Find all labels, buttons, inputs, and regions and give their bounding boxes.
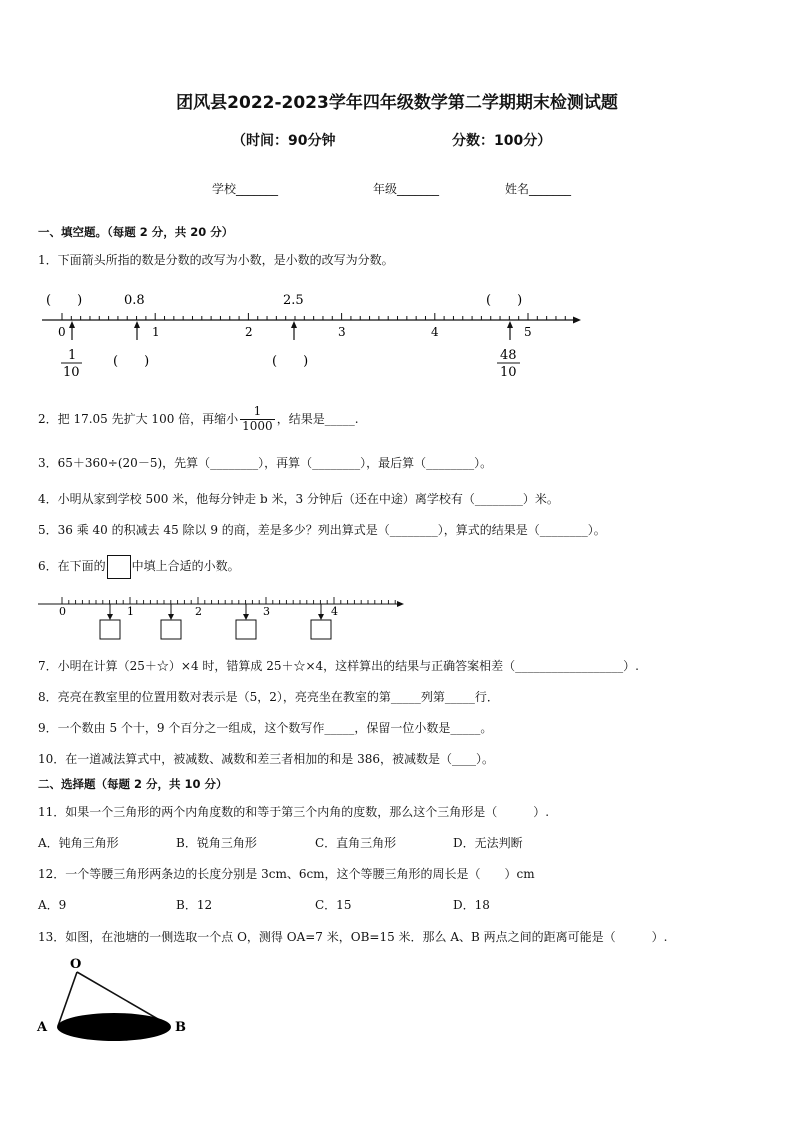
nl2-tick-label-4: 4 bbox=[331, 605, 338, 618]
question-12: 12．一个等腰三角形两条边的长度分别是 3cm、6cm，这个等腰三角形的周长是（ ）cm bbox=[38, 867, 535, 881]
blank-below-b: ( ) bbox=[272, 354, 309, 369]
question-3: 3．65＋360÷(20－5)，先算（________），再算（________），最后算（________）。 bbox=[38, 456, 493, 470]
tick-label-4: 4 bbox=[431, 325, 439, 339]
nl2-tick-label-2: 2 bbox=[195, 605, 202, 618]
tick-label-3: 3 bbox=[338, 325, 346, 339]
answer-box-2 bbox=[161, 620, 181, 639]
question-2 bbox=[38, 400, 359, 438]
blank-below-a: ( ) bbox=[113, 354, 150, 369]
question-13: 13．如图，在池塘的一侧选取一个点 O，测得 OA=7 米，OB=15 米．那么 A、B 两点之间的距离可能是（ ）. bbox=[38, 930, 668, 944]
question-9: 9．一个数由 5 个十，9 个百分之一组成，这个数写作_____，保留一位小数是_____。 bbox=[38, 721, 493, 735]
question-7: 7．小明在计算（25＋☆）×4 时，错算成 25＋☆×4，这样算出的结果与正确答案相差（__________________）. bbox=[38, 659, 639, 673]
fraction-1-10-den: 10 bbox=[63, 365, 80, 380]
q12-option-c[interactable]: C．15 bbox=[315, 898, 352, 912]
number-line-2 bbox=[30, 590, 410, 645]
grade-field[interactable]: 年级_______ bbox=[373, 182, 440, 196]
fraction-48-10-den: 10 bbox=[500, 365, 517, 380]
question-4: 4．小明从家到学校 500 米，他每分钟走 b 米，3 分钟后（还在中途）离学校有（________）米。 bbox=[38, 492, 559, 506]
exam-score: 分数：100分） bbox=[452, 133, 552, 149]
q11-option-b[interactable]: B．锐角三角形 bbox=[176, 836, 257, 850]
exam-time: （时间：90分钟 bbox=[232, 133, 336, 149]
q11-option-c[interactable]: C．直角三角形 bbox=[315, 836, 397, 850]
nl2-tick-label-3: 3 bbox=[263, 605, 270, 618]
tick-label-0: 0 bbox=[58, 325, 66, 339]
label-2-5: 2.5 bbox=[283, 293, 304, 308]
tick-label-5: 5 bbox=[524, 325, 532, 339]
answer-box bbox=[107, 555, 131, 579]
question-6 bbox=[38, 554, 240, 579]
name-field[interactable]: 姓名_______ bbox=[505, 182, 572, 196]
q12-option-b[interactable]: B．12 bbox=[176, 898, 213, 912]
nl2-tick-label-0: 0 bbox=[59, 605, 66, 618]
pond-figure bbox=[30, 950, 200, 1050]
section-2-title: 二、选择题（每题 2 分，共 10 分） bbox=[38, 777, 228, 791]
fraction-1-10-num: 1 bbox=[68, 348, 77, 363]
question-2-answer[interactable]: ，结果是_____. bbox=[276, 412, 359, 426]
answer-box-1 bbox=[100, 620, 120, 639]
label-blank-top-right: ( ) bbox=[486, 293, 523, 308]
question-10: 10．在一道减法算式中，被减数、减数和差三者相加的和是 386，被减数是（____）。 bbox=[38, 752, 494, 766]
number-line-1 bbox=[30, 285, 600, 385]
answer-box-3 bbox=[236, 620, 256, 639]
q11-option-a[interactable]: A．钝角三角形 bbox=[38, 836, 119, 850]
point-b-label: B bbox=[175, 1020, 186, 1035]
question-5: 5．36 乘 40 的积减去 45 除以 9 的商，差是多少？列出算式是（________），算式的结果是（________）。 bbox=[38, 523, 606, 537]
tick-label-1: 1 bbox=[152, 325, 160, 339]
question-6-text-a: 6．在下面的 bbox=[38, 559, 106, 573]
q11-option-d[interactable]: D．无法判断 bbox=[453, 836, 523, 850]
school-field[interactable]: 学校_______ bbox=[212, 182, 279, 196]
q12-option-a[interactable]: A．9 bbox=[38, 898, 67, 912]
pond-shape bbox=[57, 1013, 171, 1041]
tick-label-2: 2 bbox=[245, 325, 253, 339]
fraction-48-10-num: 48 bbox=[500, 348, 517, 363]
question-11: 11．如果一个三角形的两个内角度数的和等于第三个内角的度数，那么这个三角形是（ ）. bbox=[38, 805, 550, 819]
point-o-label: O bbox=[70, 957, 82, 972]
q12-option-d[interactable]: D．18 bbox=[453, 898, 490, 912]
nl2-tick-label-1: 1 bbox=[127, 605, 134, 618]
label-blank-top-left: ( ) bbox=[46, 293, 83, 308]
label-0-8: 0.8 bbox=[124, 293, 145, 308]
question-1: 1．下面箭头所指的数是分数的改写为小数，是小数的改写为分数。 bbox=[38, 253, 394, 267]
section-1-title: 一、填空题。（每题 2 分，共 20 分） bbox=[38, 225, 234, 239]
answer-box-4 bbox=[311, 620, 331, 639]
fraction-1-1000: $\frac{1}{1000}$ bbox=[242, 404, 273, 433]
question-6-text-b: 中填上合适的小数。 bbox=[131, 559, 240, 573]
page-title: 团风县2022-2023学年四年级数学第二学期期末检测试题 bbox=[176, 93, 618, 113]
question-2-text: 2．把 17.05 先扩大 100 倍，再缩小 bbox=[38, 412, 239, 426]
question-8: 8．亮亮在教室里的位置用数对表示是（5，2），亮亮坐在教室的第_____列第_____行． bbox=[38, 690, 499, 704]
point-a-label: A bbox=[37, 1020, 48, 1035]
